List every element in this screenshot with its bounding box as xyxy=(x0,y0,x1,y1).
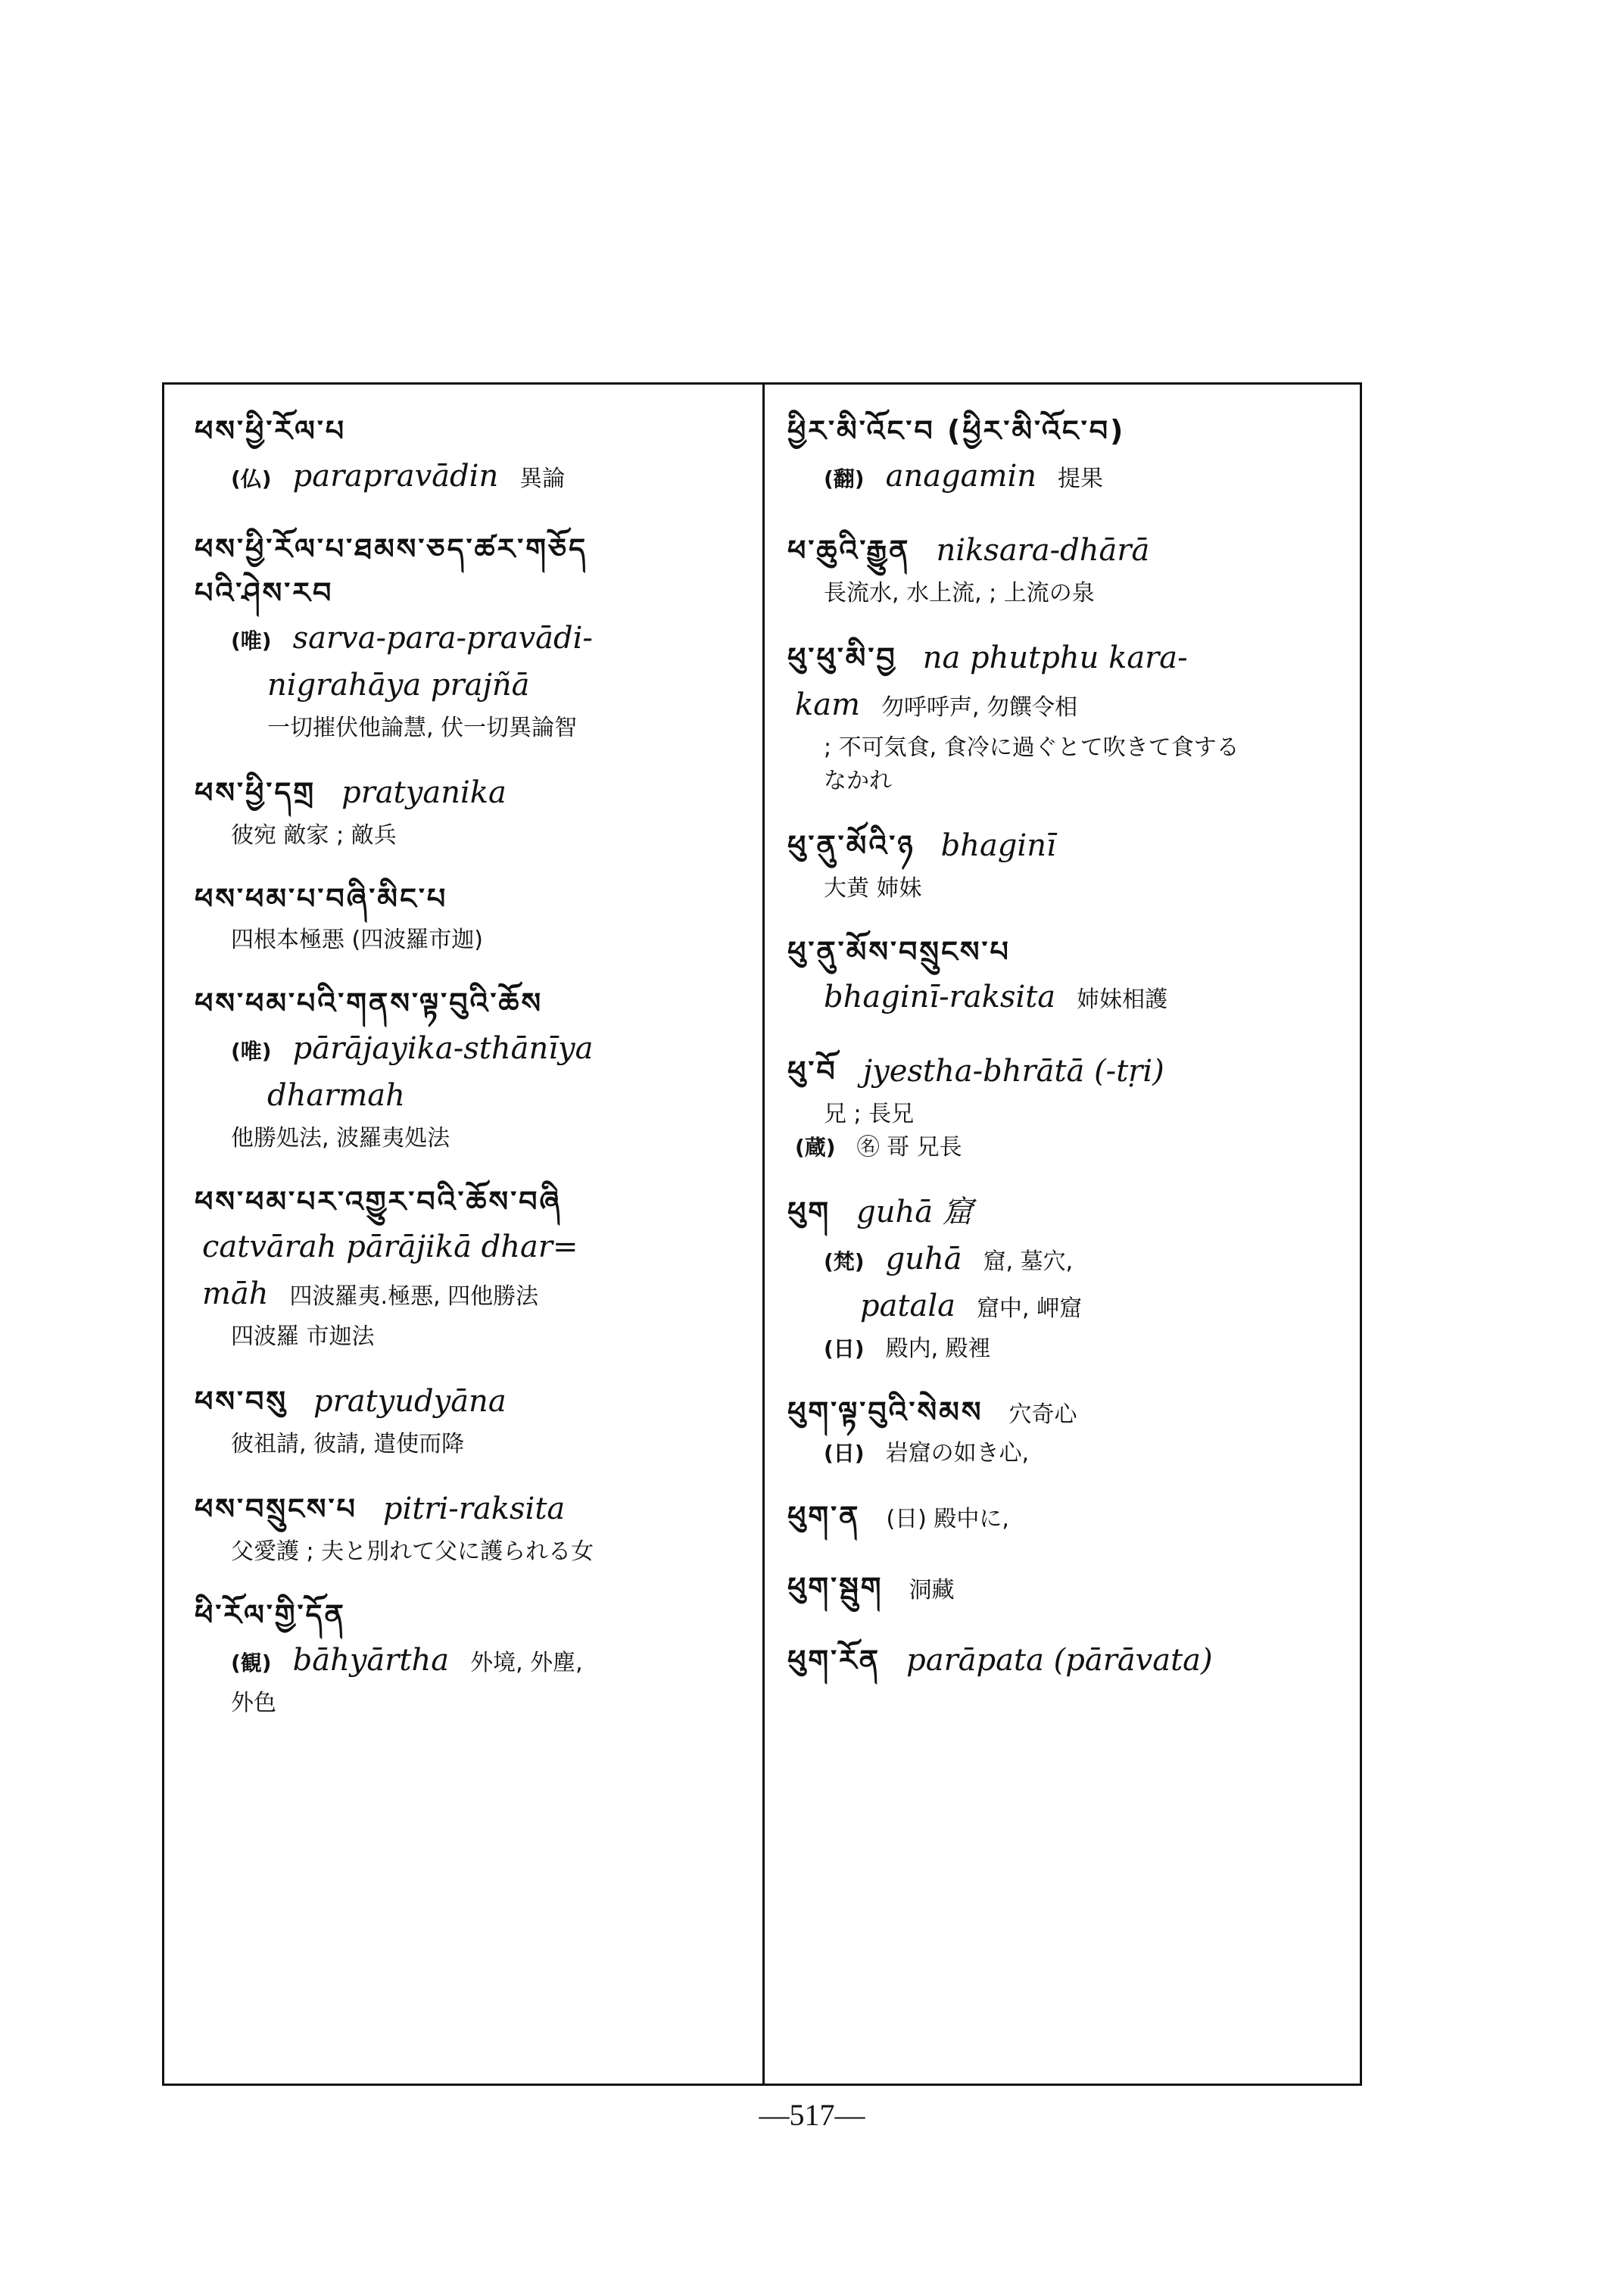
japanese-gloss: 彼祖請, 彼請, 遣使而降 xyxy=(231,1431,465,1457)
entry-headline xyxy=(787,822,1351,869)
entry-spacer xyxy=(787,1610,1351,1637)
japanese-gloss: 四根本極悪 (四波羅市迦) xyxy=(231,927,483,953)
entry-headline xyxy=(787,1390,1351,1434)
gloss-line xyxy=(787,869,1351,902)
dictionary-page-frame xyxy=(162,382,1362,2086)
source-tag: (翻) xyxy=(824,466,865,491)
dictionary-entry xyxy=(195,1485,752,1566)
dictionary-entry xyxy=(195,1593,752,1717)
japanese-gloss: 窟, 墓穴, xyxy=(983,1248,1074,1275)
japanese-gloss: 父愛護 ; 夫と別れて父に護られる女 xyxy=(231,1538,594,1565)
gloss-line xyxy=(195,709,752,742)
sanskrit-term: bāhyārtha xyxy=(292,1643,450,1678)
entry-spacer xyxy=(195,954,752,981)
gloss-line xyxy=(787,681,1351,728)
sanskrit-equivalent: na phutphu kara- xyxy=(922,641,1188,675)
sanskrit-term: dharmah xyxy=(267,1078,405,1113)
entry-headline xyxy=(195,409,752,453)
sanskrit-term: nigrahāya prajñā xyxy=(267,668,530,703)
entry-headline xyxy=(787,930,1351,974)
dictionary-entry xyxy=(787,634,1351,795)
japanese-gloss: ; 不可気食, 食冷に過ぐとて吹きて食する xyxy=(824,734,1239,761)
tibetan-headword: ཕུག་སྦུག xyxy=(787,1571,884,1604)
entry-headline xyxy=(195,769,752,816)
gloss-line xyxy=(787,1236,1351,1283)
source-tag: (日) xyxy=(824,1336,865,1361)
tibetan-headword-continued: པའི་ཤེས་རབ xyxy=(195,576,334,609)
sanskrit-equivalent: pratyanika xyxy=(341,775,507,810)
gloss-line xyxy=(787,574,1351,607)
entry-spacer xyxy=(195,1458,752,1485)
sanskrit-equivalent: pitri-raksita xyxy=(382,1491,566,1526)
gloss-line xyxy=(787,728,1351,762)
entry-headline xyxy=(787,527,1351,574)
entry-spacer xyxy=(787,1467,1351,1495)
entry-spacer xyxy=(787,795,1351,822)
entry-spacer xyxy=(787,1021,1351,1048)
source-tag: (仏) xyxy=(231,466,272,491)
source-tag: (唯) xyxy=(231,1039,272,1064)
tibetan-headword: ཕས་ཕྱི་རོལ་པ xyxy=(195,414,347,447)
entry-spacer xyxy=(787,1161,1351,1189)
entry-spacer xyxy=(195,742,752,769)
dictionary-entry xyxy=(787,1637,1351,1684)
gloss-line xyxy=(787,1434,1351,1467)
source-tag: (唯) xyxy=(231,628,272,653)
gloss-line xyxy=(195,453,752,500)
sanskrit-equivalent: jyestha-bhrātā (-tṛi) xyxy=(862,1054,1164,1089)
dictionary-entry xyxy=(787,822,1351,902)
japanese-gloss: 提果 xyxy=(1058,466,1104,492)
gloss-line xyxy=(195,921,752,954)
tibetan-headword: ཕས་བསུ xyxy=(195,1385,288,1418)
gloss-line xyxy=(195,1684,752,1717)
entry-spacer xyxy=(195,1152,752,1180)
japanese-gloss: 洞藏 xyxy=(909,1577,955,1604)
gloss-line xyxy=(787,762,1351,795)
gloss-line xyxy=(195,1223,752,1270)
japanese-gloss: 長流水, 水上流, ; 上流の泉 xyxy=(824,580,1095,606)
tibetan-headword: ཕས་ཕྱི་དགྲ xyxy=(195,776,316,809)
tibetan-headword: ཕས་ཕམ་པའི་གནས་ལྟ་བུའི་ཆོས xyxy=(195,986,544,1020)
sanskrit-equivalent: niksara-dhārā xyxy=(936,533,1150,568)
entry-headline-continued xyxy=(195,571,752,615)
dictionary-entry xyxy=(195,1378,752,1458)
entry-spacer xyxy=(787,902,1351,930)
sanskrit-equivalent: bhaginī xyxy=(940,828,1056,863)
japanese-gloss: 岩窟の如き心, xyxy=(885,1440,1030,1466)
sanskrit-term: catvārah pārājikā dhar= xyxy=(202,1230,578,1264)
japanese-gloss: 他勝処法, 波羅夷処法 xyxy=(231,1125,450,1152)
dictionary-entry xyxy=(195,981,752,1152)
sanskrit-term: māh xyxy=(202,1276,269,1311)
gloss-line xyxy=(787,1095,1351,1128)
entry-spacer xyxy=(195,1566,752,1593)
gloss-line xyxy=(787,1329,1351,1363)
tibetan-headword: ཕས་ཕམ་པར་འགྱུར་བའི་ཆོས་བཞི xyxy=(195,1185,563,1218)
tibetan-headword: ཕུ་ཕུ་མི་བྱ xyxy=(787,641,897,675)
sanskrit-term: guhā xyxy=(885,1242,962,1276)
sanskrit-equivalent: parāpata (pārāvata) xyxy=(906,1643,1213,1678)
gloss-line xyxy=(787,1283,1351,1329)
japanese-gloss: 兄 ; 長兄 xyxy=(824,1101,915,1127)
gloss-line xyxy=(195,1317,752,1351)
tibetan-headword: ཕུག་རོན xyxy=(787,1644,881,1677)
japanese-gloss: 大黄 姉妹 xyxy=(824,875,922,902)
entry-headline xyxy=(195,1378,752,1425)
dictionary-entry xyxy=(195,409,752,500)
source-tag: (梵) xyxy=(824,1249,865,1274)
sanskrit-term: parapravādin xyxy=(292,459,499,494)
sanskrit-term: bhaginī-raksita xyxy=(824,980,1056,1015)
entry-headline xyxy=(787,409,1351,453)
gloss-line xyxy=(195,1532,752,1566)
source-tag: (日) xyxy=(824,1441,865,1466)
entry-headline xyxy=(195,1485,752,1532)
sanskrit-term: anagamin xyxy=(885,459,1037,494)
tibetan-headword: ཕས་བསྲུངས་པ xyxy=(195,1492,357,1526)
entry-headline xyxy=(787,634,1351,681)
dictionary-entry xyxy=(195,1180,752,1351)
entry-headline xyxy=(787,1048,1351,1095)
entry-headline xyxy=(195,1180,752,1223)
gloss-line xyxy=(195,1072,752,1119)
entry-headline xyxy=(787,1495,1351,1538)
dictionary-entry xyxy=(787,1495,1351,1538)
tibetan-headword: ཕྱིར་མི་འོང་བ (ཕྱིར་མི་འོང་བ) xyxy=(787,414,1126,447)
entry-headline xyxy=(787,1189,1351,1236)
japanese-gloss: 彼宛 敵家 ; 敵兵 xyxy=(231,822,397,849)
source-tag: (蔵) xyxy=(795,1135,836,1160)
left-column xyxy=(164,385,762,2084)
tibetan-headword: ཕུག་ལྟ་བུའི་སེམས xyxy=(787,1395,983,1429)
sanskrit-term: sarva-para-pravādi- xyxy=(292,621,593,656)
entry-headline xyxy=(787,1566,1351,1610)
dictionary-entry xyxy=(787,1390,1351,1467)
entry-headline xyxy=(195,527,752,571)
entry-headline xyxy=(195,877,752,921)
dictionary-entry xyxy=(787,1189,1351,1363)
gloss-line xyxy=(195,615,752,662)
tibetan-headword: ཕུ་ནུ་མོས་བསྲུངས་པ xyxy=(787,935,1011,968)
sanskrit-term: kam xyxy=(795,687,861,722)
japanese-gloss: 一切摧伏他論慧, 伏一切異論智 xyxy=(267,715,578,741)
japanese-gloss: 四波羅 市迦法 xyxy=(231,1323,375,1350)
entry-headline xyxy=(787,1637,1351,1684)
dictionary-entry xyxy=(787,1048,1351,1161)
japanese-gloss: 穴奇心 xyxy=(1008,1401,1077,1428)
gloss-line xyxy=(195,1425,752,1458)
tibetan-headword: ཕ་ཆུའི་རྒྱུན xyxy=(787,534,911,567)
entry-spacer xyxy=(195,1717,752,1744)
gloss-line xyxy=(195,1270,752,1317)
tibetan-headword: ཕི་རོལ་གྱི་དོན xyxy=(195,1598,346,1632)
sanskrit-equivalent: pratyudyāna xyxy=(313,1384,507,1419)
japanese-gloss: ㊔ 哥 兄長 xyxy=(856,1134,962,1161)
entry-spacer xyxy=(195,500,752,527)
dictionary-entry xyxy=(195,527,752,742)
japanese-gloss: 殿内, 殿裡 xyxy=(885,1336,991,1362)
entry-spacer xyxy=(195,1351,752,1378)
gloss-line xyxy=(787,453,1351,500)
gloss-line xyxy=(195,1025,752,1072)
tibetan-headword: ཕས་ཕྱི་རོལ་པ་ཐམས་ཅད་ཚར་གཅོད xyxy=(195,532,588,566)
japanese-gloss: なかれ xyxy=(824,768,892,794)
tibetan-headword: ཕུ་བོ xyxy=(787,1055,837,1088)
page-number: —517— xyxy=(759,2098,865,2132)
tibetan-headword: ཕུག་ན xyxy=(787,1500,861,1533)
japanese-gloss: 四波羅夷.極悪, 四他勝法 xyxy=(289,1283,539,1310)
entry-spacer xyxy=(787,1538,1351,1566)
entry-headline xyxy=(195,981,752,1025)
japanese-gloss: 勿呼呼声, 勿饌令相 xyxy=(881,694,1078,721)
dictionary-entry xyxy=(787,930,1351,1021)
dictionary-entry xyxy=(195,877,752,954)
tibetan-headword: ཕས་ཕམ་པ་བཞི་མིང་པ xyxy=(195,882,448,915)
sanskrit-equivalent: guhā 窟 xyxy=(856,1195,973,1230)
dictionary-entry xyxy=(195,769,752,849)
gloss-line xyxy=(195,1637,752,1684)
gloss-line xyxy=(195,1119,752,1152)
dictionary-entry xyxy=(787,409,1351,500)
gloss-line xyxy=(787,974,1351,1021)
japanese-gloss: 外色 xyxy=(231,1690,276,1716)
entry-spacer xyxy=(787,500,1351,527)
entry-spacer xyxy=(787,607,1351,634)
entry-headline xyxy=(195,1593,752,1637)
gloss-line xyxy=(195,816,752,849)
source-tag: (観) xyxy=(231,1650,272,1675)
entry-spacer xyxy=(787,1684,1351,1711)
japanese-gloss: 外境, 外塵, xyxy=(470,1650,583,1676)
sanskrit-term: patala xyxy=(860,1289,956,1323)
tibetan-headword: ཕུག xyxy=(787,1195,831,1229)
dictionary-entry xyxy=(787,527,1351,607)
entry-spacer xyxy=(787,1363,1351,1390)
gloss-line xyxy=(787,1128,1351,1161)
entry-spacer xyxy=(195,849,752,877)
right-column xyxy=(765,385,1362,2084)
japanese-gloss: (日) 殿中に, xyxy=(886,1506,1009,1532)
dictionary-entry xyxy=(787,1566,1351,1610)
japanese-gloss: 異論 xyxy=(519,466,566,492)
tibetan-headword: ཕུ་ནུ་མོའི་ཉ xyxy=(787,829,915,862)
gloss-line xyxy=(195,662,752,709)
japanese-gloss: 窟中, 岬窟 xyxy=(977,1295,1083,1322)
sanskrit-term: pārājayika-sthānīya xyxy=(292,1031,594,1066)
japanese-gloss: 姉妹相護 xyxy=(1077,986,1168,1013)
